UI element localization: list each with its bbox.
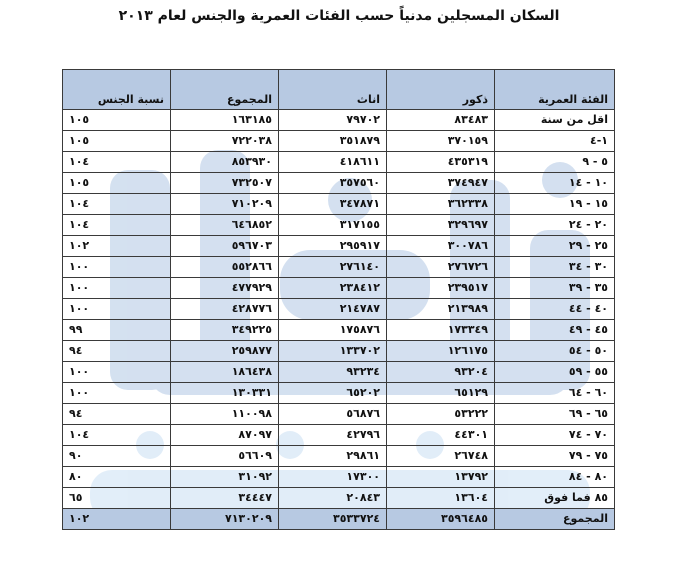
table-row — [63, 152, 615, 173]
table-row — [63, 236, 615, 257]
cell-males: ٦٥١٢٩ — [387, 383, 495, 404]
table-row — [63, 404, 615, 425]
totals-label: المجموع — [495, 509, 615, 530]
table-header-row — [63, 70, 615, 110]
table-row — [63, 341, 615, 362]
table-row — [63, 383, 615, 404]
cell-ratio: ١٠٥ — [63, 110, 171, 131]
cell-age: ٨٠ - ٨٤ — [495, 467, 615, 488]
cell-ratio: ١٠٠ — [63, 278, 171, 299]
cell-age: ٢٥ - ٢٩ — [495, 236, 615, 257]
cell-total: ٥٩٦٧٠٣ — [171, 236, 279, 257]
cell-females: ٢٩٥٩١٧ — [279, 236, 387, 257]
table-row — [63, 278, 615, 299]
cell-males: ١٧٣٣٤٩ — [387, 320, 495, 341]
cell-total: ١١٠٠٩٨ — [171, 404, 279, 425]
cell-age: اقل من سنة — [495, 110, 615, 131]
cell-age: ٥٥ - ٥٩ — [495, 362, 615, 383]
cell-total: ٨٥٣٩٣٠ — [171, 152, 279, 173]
cell-males: ٣٧٤٩٤٧ — [387, 173, 495, 194]
cell-total: ١٣٠٣٣١ — [171, 383, 279, 404]
cell-ratio: ١٠٤ — [63, 194, 171, 215]
header-age-group: الفئة العمرية — [495, 70, 615, 110]
table-row — [63, 320, 615, 341]
cell-ratio: ١٠٤ — [63, 152, 171, 173]
cell-females: ٥٦٨٧٦ — [279, 404, 387, 425]
cell-age: ١٥ - ١٩ — [495, 194, 615, 215]
cell-males: ١٣٦٠٤ — [387, 488, 495, 509]
cell-males: ٣٢٩٦٩٧ — [387, 215, 495, 236]
table-row — [63, 173, 615, 194]
totals-males: ٣٥٩٦٤٨٥ — [387, 509, 495, 530]
cell-age: ٥ - ٩ — [495, 152, 615, 173]
cell-age: ٦٠ - ٦٤ — [495, 383, 615, 404]
cell-males: ٢٣٩٥١٧ — [387, 278, 495, 299]
cell-ratio: ٩٠ — [63, 446, 171, 467]
cell-ratio: ١٠٠ — [63, 257, 171, 278]
cell-age: ١٠ - ١٤ — [495, 173, 615, 194]
table-row — [63, 467, 615, 488]
cell-age: ٨٥ فما فوق — [495, 488, 615, 509]
cell-ratio: ١٠٤ — [63, 215, 171, 236]
header-total: المجموع — [171, 70, 279, 110]
cell-total: ٦٤٦٨٥٢ — [171, 215, 279, 236]
header-sex-ratio: نسبة الجنس — [63, 70, 171, 110]
cell-females: ٦٥٢٠٢ — [279, 383, 387, 404]
cell-age: ٤٥ - ٤٩ — [495, 320, 615, 341]
cell-males: ٥٣٢٢٢ — [387, 404, 495, 425]
cell-ratio: ١٠٤ — [63, 425, 171, 446]
page-title: السكان المسجلين مدنياً حسب الفئات العمرية والجنس لعام ٢٠١٣ — [118, 8, 560, 24]
cell-males: ١٣٧٩٢ — [387, 467, 495, 488]
cell-females: ٣٥٧٥٦٠ — [279, 173, 387, 194]
cell-ratio: ١٠٥ — [63, 173, 171, 194]
cell-total: ٢٥٩٨٧٧ — [171, 341, 279, 362]
cell-ratio: ٩٤ — [63, 341, 171, 362]
table-row — [63, 110, 615, 131]
cell-age: ٣٥ - ٣٩ — [495, 278, 615, 299]
cell-ratio: ١٠٠ — [63, 299, 171, 320]
cell-ratio: ١٠٥ — [63, 131, 171, 152]
cell-females: ٩٣٢٣٤ — [279, 362, 387, 383]
cell-age: ٢٠ - ٢٤ — [495, 215, 615, 236]
cell-total: ٤٧٧٩٢٩ — [171, 278, 279, 299]
cell-females: ٢٣٨٤١٢ — [279, 278, 387, 299]
cell-age: ٦٥ - ٦٩ — [495, 404, 615, 425]
cell-age: ٧٥ - ٧٩ — [495, 446, 615, 467]
totals-total: ٧١٣٠٢٠٩ — [171, 509, 279, 530]
cell-total: ٧٣٢٥٠٧ — [171, 173, 279, 194]
cell-total: ٧٢٢٠٣٨ — [171, 131, 279, 152]
cell-total: ٧١٠٢٠٩ — [171, 194, 279, 215]
cell-females: ٢١٤٧٨٧ — [279, 299, 387, 320]
table-row — [63, 215, 615, 236]
cell-ratio: ١٠٢ — [63, 236, 171, 257]
cell-age: ١-٤ — [495, 131, 615, 152]
cell-ratio: ١٠٠ — [63, 362, 171, 383]
cell-females: ٣١٧١٥٥ — [279, 215, 387, 236]
cell-total: ٤٢٨٧٧٦ — [171, 299, 279, 320]
table-row — [63, 362, 615, 383]
cell-total: ١٦٣١٨٥ — [171, 110, 279, 131]
cell-females: ١٧٥٨٧٦ — [279, 320, 387, 341]
header-females: اناث — [279, 70, 387, 110]
cell-females: ٤٢٧٩٦ — [279, 425, 387, 446]
cell-ratio: ٨٠ — [63, 467, 171, 488]
table-row — [63, 257, 615, 278]
cell-males: ٣٧٠١٥٩ — [387, 131, 495, 152]
cell-total: ٣١٠٩٢ — [171, 467, 279, 488]
table-row — [63, 299, 615, 320]
totals-row — [63, 509, 615, 530]
cell-age: ٧٠ - ٧٤ — [495, 425, 615, 446]
cell-females: ٣٤٧٨٧١ — [279, 194, 387, 215]
cell-total: ٨٧٠٩٧ — [171, 425, 279, 446]
cell-ratio: ٩٩ — [63, 320, 171, 341]
cell-males: ٣٦٢٣٣٨ — [387, 194, 495, 215]
table-row — [63, 425, 615, 446]
cell-age: ٤٠ - ٤٤ — [495, 299, 615, 320]
table-row — [63, 194, 615, 215]
cell-males: ٢٧٦٧٢٦ — [387, 257, 495, 278]
cell-ratio: ٦٥ — [63, 488, 171, 509]
cell-males: ٤٤٣٠١ — [387, 425, 495, 446]
cell-males: ٤٣٥٣١٩ — [387, 152, 495, 173]
cell-total: ٣٤٩٢٢٥ — [171, 320, 279, 341]
cell-males: ٢٦٧٤٨ — [387, 446, 495, 467]
cell-males: ٣٠٠٧٨٦ — [387, 236, 495, 257]
cell-total: ٥٦٦٠٩ — [171, 446, 279, 467]
table-row — [63, 446, 615, 467]
cell-males: ١٢٦١٧٥ — [387, 341, 495, 362]
cell-males: ٩٣٢٠٤ — [387, 362, 495, 383]
table-row — [63, 488, 615, 509]
cell-females: ٢٠٨٤٣ — [279, 488, 387, 509]
population-table — [62, 69, 615, 530]
cell-females: ٧٩٧٠٢ — [279, 110, 387, 131]
cell-ratio: ٩٤ — [63, 404, 171, 425]
cell-females: ٣٥١٨٧٩ — [279, 131, 387, 152]
cell-total: ٥٥٢٨٦٦ — [171, 257, 279, 278]
cell-total: ١٨٦٤٣٨ — [171, 362, 279, 383]
cell-males: ٢١٣٩٨٩ — [387, 299, 495, 320]
cell-ratio: ١٠٠ — [63, 383, 171, 404]
cell-males: ٨٣٤٨٣ — [387, 110, 495, 131]
totals-females: ٣٥٣٣٧٢٤ — [279, 509, 387, 530]
cell-females: ٢٧٦١٤٠ — [279, 257, 387, 278]
table-row — [63, 131, 615, 152]
header-males: ذكور — [387, 70, 495, 110]
cell-females: ١٧٣٠٠ — [279, 467, 387, 488]
cell-females: ٤١٨٦١١ — [279, 152, 387, 173]
cell-females: ١٣٣٧٠٢ — [279, 341, 387, 362]
cell-females: ٢٩٨٦١ — [279, 446, 387, 467]
totals-ratio: ١٠٢ — [63, 509, 171, 530]
cell-age: ٥٠ - ٥٤ — [495, 341, 615, 362]
cell-total: ٣٤٤٤٧ — [171, 488, 279, 509]
cell-age: ٣٠ - ٣٤ — [495, 257, 615, 278]
